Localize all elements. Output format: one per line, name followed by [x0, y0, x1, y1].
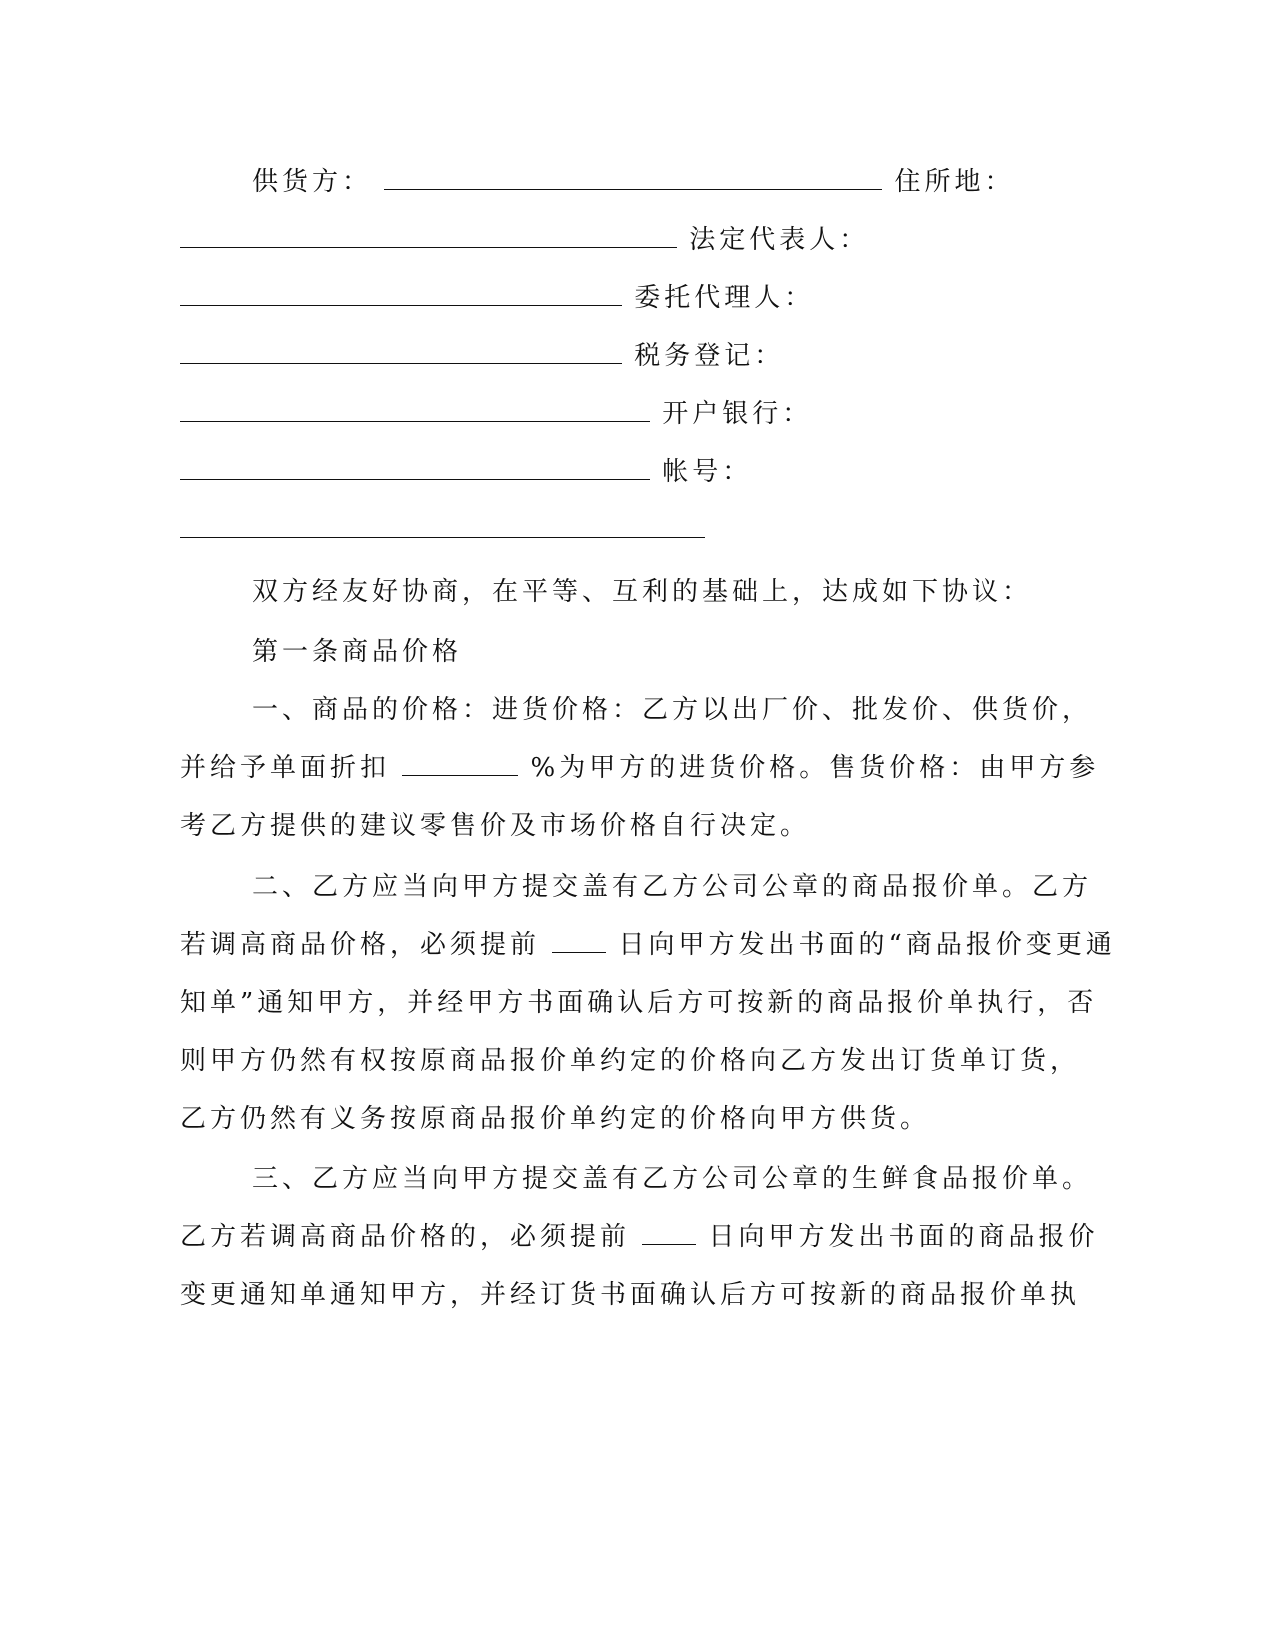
bank-line [180, 397, 812, 431]
fresh-days-text-after: 日向甲方发出书面的商品报价 [708, 1222, 1099, 1252]
account-label: 帐号： [662, 457, 753, 487]
price-paragraph-line-2 [180, 751, 1099, 785]
legal-rep-blank [180, 281, 622, 306]
tax-line [180, 339, 784, 373]
agent-line [180, 281, 814, 315]
quote-paragraph-line-1: 二、乙方应当向甲方提交盖有乙方公司公章的商品报价单。乙方 [252, 872, 1093, 902]
account-line [180, 455, 752, 489]
supplier-label: 供货方： [252, 167, 373, 197]
address-label: 住所地： [894, 167, 1015, 197]
address-blank [180, 223, 677, 248]
fresh-days-text-before: 乙方若调高商品价格的，必须提前 [180, 1222, 631, 1252]
account-blank [180, 513, 705, 538]
price-paragraph-line-1: 一、商品的价格：进货价格：乙方以出厂价、批发价、供货价， [252, 695, 1093, 725]
discount-text-before: 并给予单面折扣 [180, 753, 391, 783]
account-blank-line [180, 513, 705, 547]
price-paragraph-line-3: 考乙方提供的建议零售价及市场价格自行决定。 [180, 811, 811, 841]
notice-days-text-after: 日向甲方发出书面的“商品报价变更通 [618, 930, 1116, 960]
fresh-days-blank [642, 1220, 696, 1245]
discount-blank [402, 751, 518, 776]
fresh-quote-paragraph-line-1: 三、乙方应当向甲方提交盖有乙方公司公章的生鲜食品报价单。 [252, 1164, 1093, 1194]
quote-paragraph-line-2 [180, 928, 1116, 962]
supplier-line [252, 165, 1015, 199]
fresh-quote-paragraph-line-3: 变更通知单通知甲方，并经订货书面确认后方可按新的商品报价单执 [180, 1280, 1081, 1310]
notice-days-text-before: 若调高商品价格，必须提前 [180, 930, 541, 960]
legal-rep-line [180, 223, 869, 257]
article-title: 第一条商品价格 [252, 637, 463, 667]
agent-label: 委托代理人： [634, 283, 815, 313]
notice-days-blank [552, 928, 606, 953]
agent-blank [180, 339, 622, 364]
tax-blank [180, 397, 650, 422]
bank-label: 开户银行： [662, 399, 813, 429]
bank-blank [180, 455, 650, 480]
supplier-blank [384, 165, 882, 190]
legal-rep-label: 法定代表人： [689, 225, 870, 255]
quote-paragraph-line-3: 知单”通知甲方，并经甲方书面确认后方可按新的商品报价单执行，否 [180, 988, 1098, 1018]
quote-paragraph-line-5: 乙方仍然有义务按原商品报价单约定的价格向甲方供货。 [180, 1104, 931, 1134]
fresh-quote-paragraph-line-2 [180, 1220, 1099, 1254]
tax-label: 税务登记： [634, 341, 785, 371]
intro-paragraph: 双方经友好协商，在平等、互利的基础上，达成如下协议： [252, 577, 1033, 607]
discount-text-after: %为甲方的进货价格。售货价格：由甲方参 [530, 753, 1100, 783]
quote-paragraph-line-4: 则甲方仍然有权按原商品报价单约定的价格向乙方发出订货单订货， [180, 1046, 1081, 1076]
